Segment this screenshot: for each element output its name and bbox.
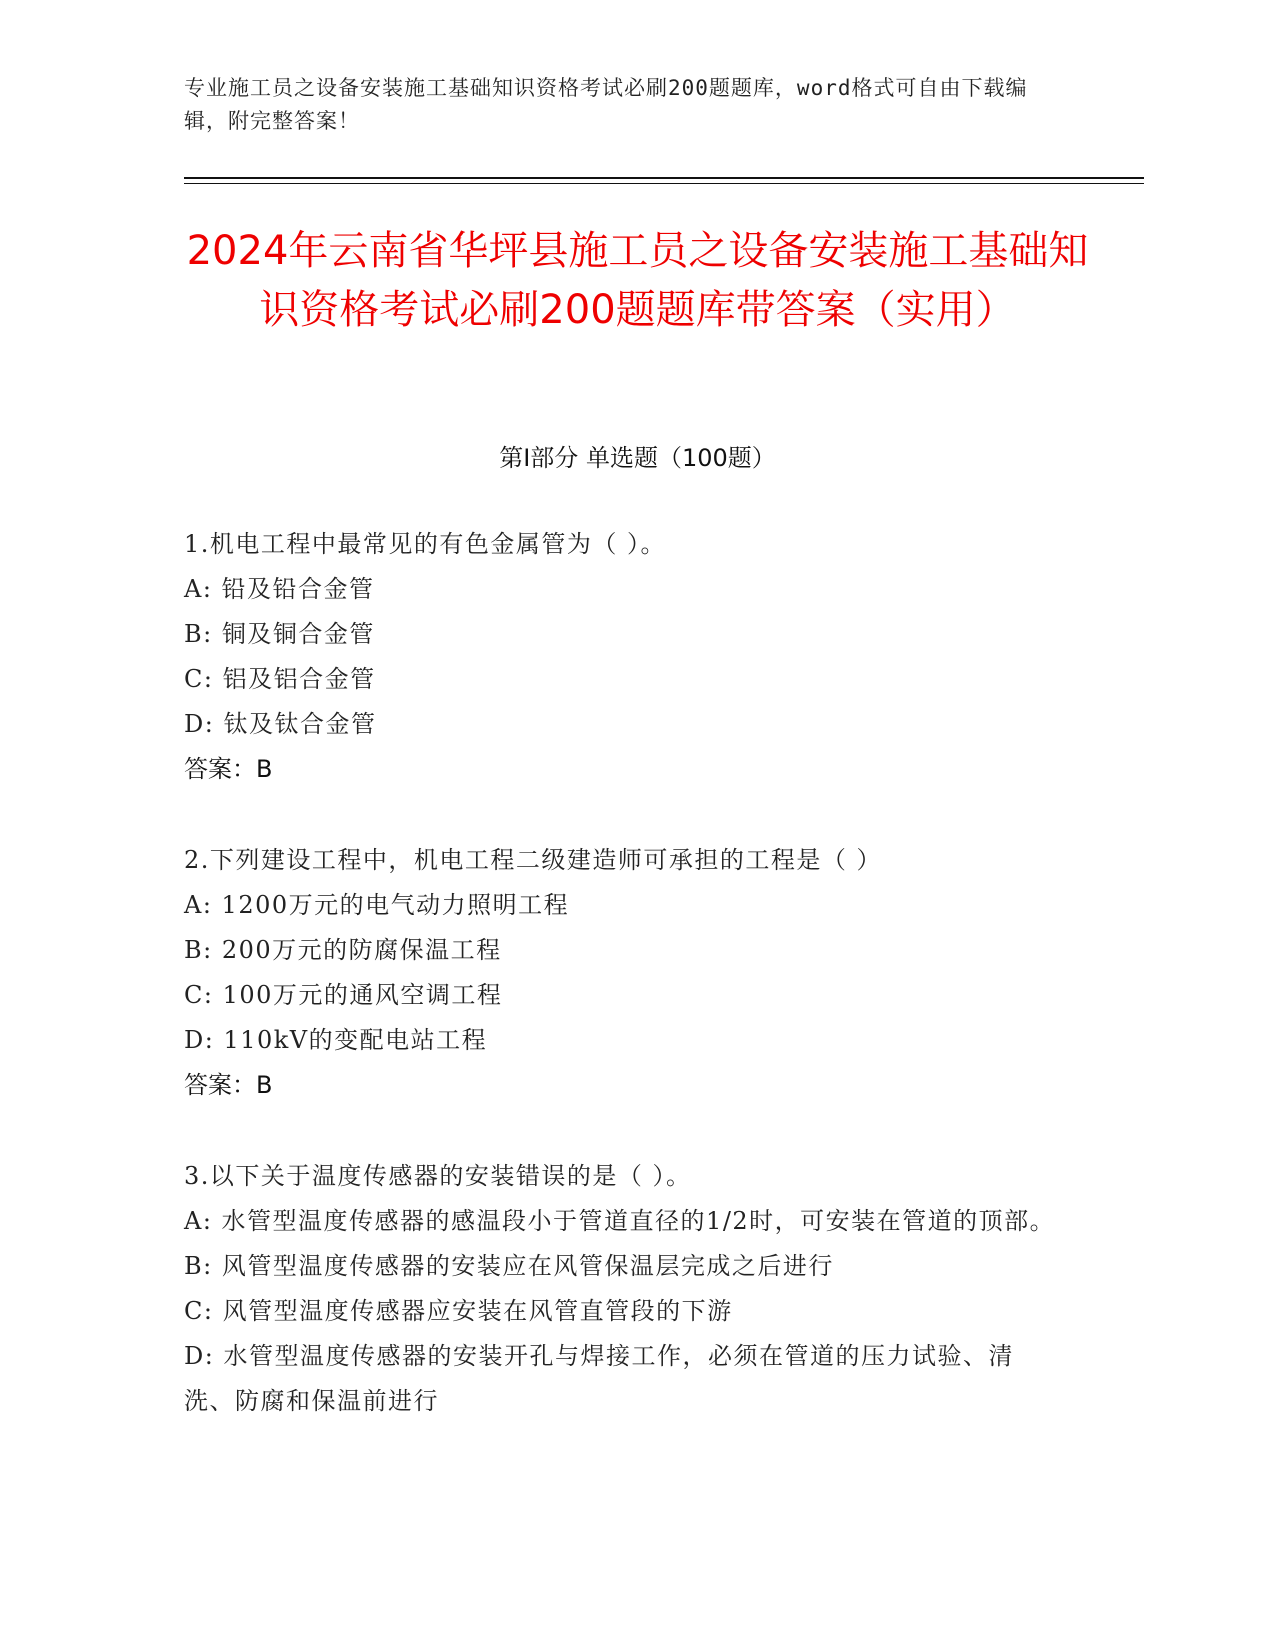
answer: 答案：B [184,755,273,783]
question-stem: 3.以下关于温度传感器的安装错误的是（ ）。 [184,1162,692,1190]
option-a: A: 铅及铅合金管 [184,575,375,603]
document-title: 2024年云南省华坪县施工员之设备安装施工基础知识资格考试必刷200题题库带答案（实用） [186,228,1089,333]
option-a: A: 水管型温度传感器的感温段小于管道直径的1/2时，可安装在管道的顶部。 [184,1207,1056,1235]
option-c: C: 铝及铝合金管 [184,665,376,693]
question-stem: 1.机电工程中最常见的有色金属管为（ ）。 [184,530,667,558]
option-c: C: 100万元的通风空调工程 [184,981,503,1009]
option-c: C: 风管型温度传感器应安装在风管直管段的下游 [184,1297,733,1325]
question-3 [184,1154,1064,1424]
option-b: B: 风管型温度传感器的安装应在风管保温层完成之后进行 [184,1252,834,1280]
header-note: 专业施工员之设备安装施工基础知识资格考试必刷200题题库，word格式可自由下载编辑，附完整答案！ [184,76,1028,133]
option-d: D: 钛及钛合金管 [184,710,377,738]
option-a: A: 1200万元的电气动力照明工程 [184,891,570,919]
option-b: B: 铜及铜合金管 [184,620,375,648]
question-stem: 2.下列建设工程中，机电工程二级建造师可承担的工程是（ ） [184,846,883,874]
answer: 答案：B [184,1071,273,1099]
question-list [184,522,1064,1470]
section-heading: 第I部分 单选题（100题） [499,444,776,472]
option-d: D: 水管型温度传感器的安装开孔与焊接工作，必须在管道的压力试验、清洗、防腐和保温前进行 [184,1342,1014,1415]
option-d: D: 110kV的变配电站工程 [184,1026,488,1054]
option-b: B: 200万元的防腐保温工程 [184,936,502,964]
header-rule-thin [184,183,1144,184]
header-rule-thick [184,177,1144,179]
question-1 [184,522,1064,792]
question-2 [184,838,1064,1108]
